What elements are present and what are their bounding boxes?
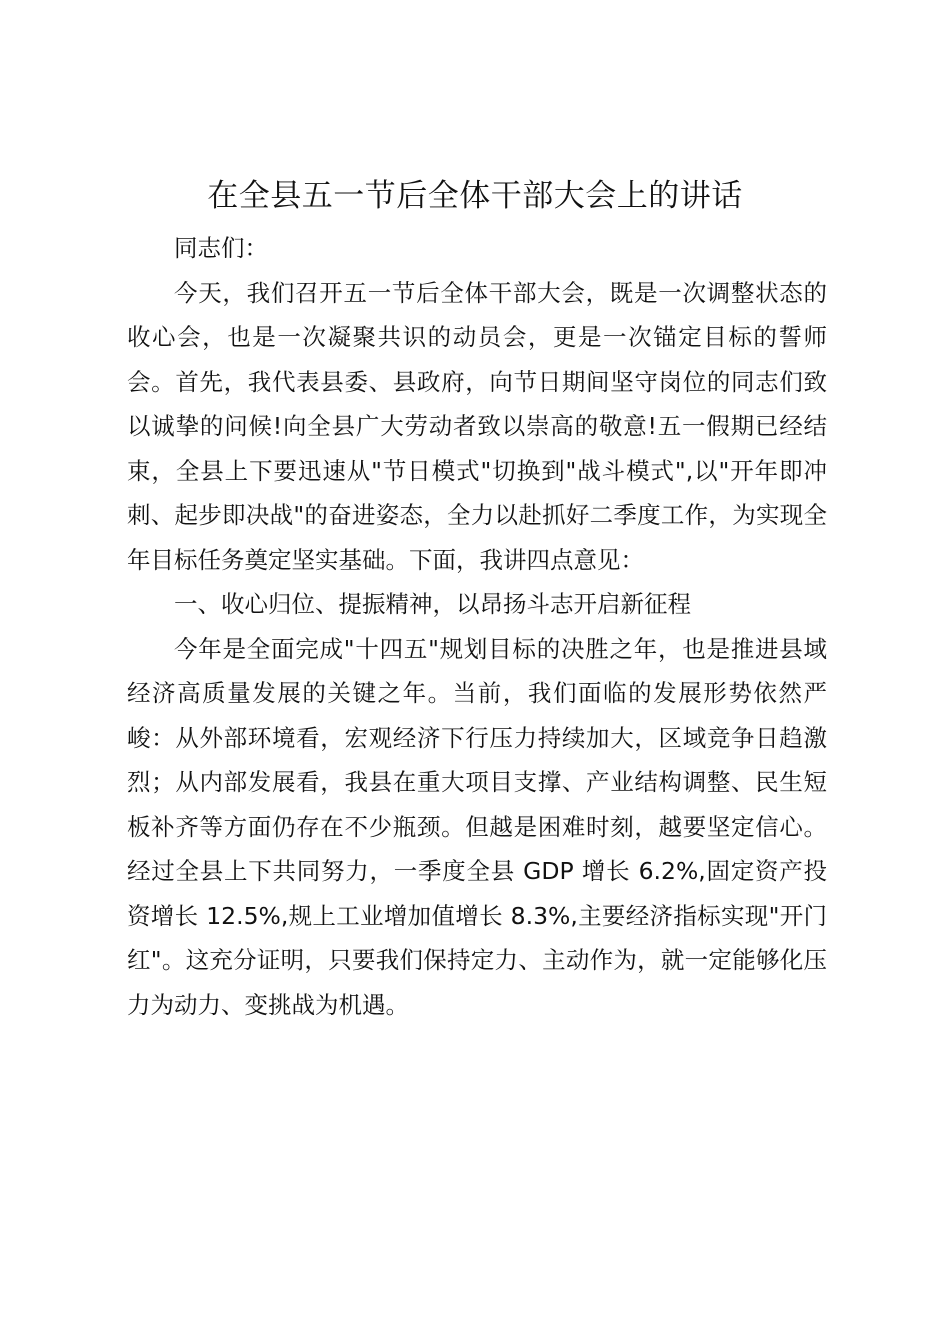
salutation: 同志们： <box>174 234 268 262</box>
document-body <box>127 226 827 1027</box>
section-heading: 一、收心归位、提振精神，以昂扬斗志开启新征程 <box>174 590 691 618</box>
section-paragraph: 今年是全面完成"十四五"规划目标的决胜之年，也是推进县域经济高质量发展的关键之年。当前，我们面临的发展形势依然严峻：从外部环境看，宏观经济下行压力持续加大，区域竞争日趋激烈；从内部发展看，我县在重大项目支撑、产业结构调整、民生短板补齐等方面仍存在不少瓶颈。但越是困难时刻，越要坚定信心。经过全县上下共同努力，一季度全县 GDP 增长 6.2%,固定资产投资增长 12.5%,规上工业增加值增长 8.3%,主要经济指标实现"开门红"。这充分证明，只要我们保持定力、主动作为，就一定能够化压力为动力、变挑战为机遇。 <box>127 634 827 1019</box>
document-title: 在全县五一节后全体干部大会上的讲话 <box>207 178 743 214</box>
opening-paragraph: 今天，我们召开五一节后全体干部大会，既是一次调整状态的收心会，也是一次凝聚共识的动员会，更是一次锚定目标的誓师会。首先，我代表县委、县政府，向节日期间坚守岗位的同志们致以诚挚的问候!向全县广大劳动者致以崇高的敬意!五一假期已经结束，全县上下要迅速从"节日模式"切换到"战斗模式",以"开年即冲刺、起步即决战"的奋进姿态，全力以赴抓好二季度工作，为实现全年目标任务奠定坚实基础。下面，我讲四点意见： <box>127 278 827 574</box>
